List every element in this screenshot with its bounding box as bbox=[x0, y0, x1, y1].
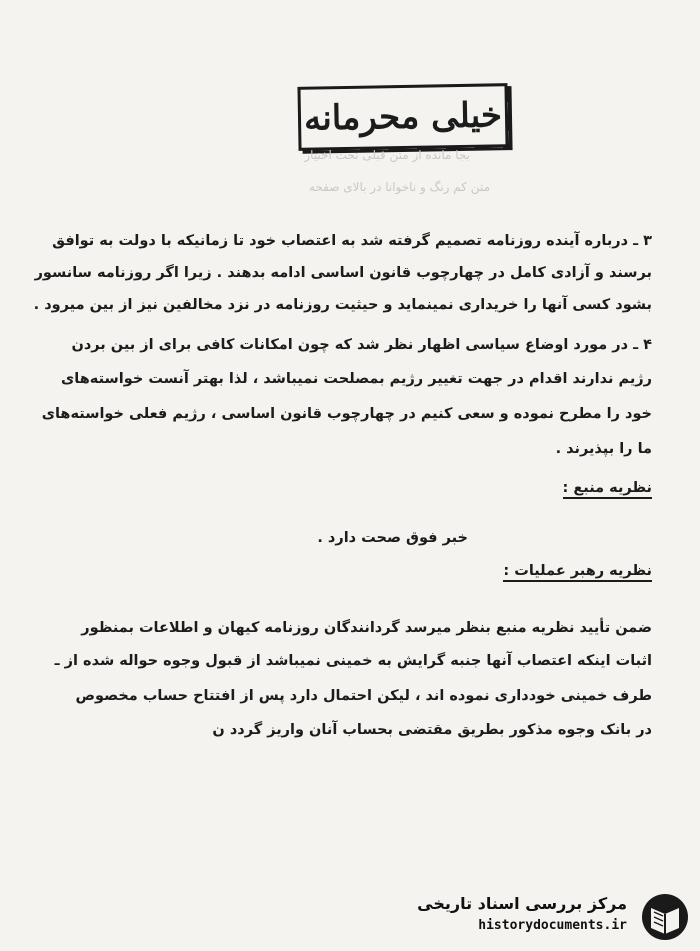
archive-url: historydocuments.ir bbox=[478, 918, 627, 933]
faded-text-line: بجا مانده از متن قبلی تحت اختیار bbox=[304, 148, 470, 162]
source-text: خبر فوق صحت دارد . bbox=[317, 530, 468, 546]
paragraph-3-line: برسند و آزادی کامل در چهارچوب قانون اساسی ادامه بدهند . زیرا اگر روزنامه سانسور bbox=[34, 265, 652, 281]
ops-paragraph-line: در بانک وجوه مذکور بطریق مقتضی بحساب آنان واریز گردد ن bbox=[212, 722, 652, 738]
book-emblem-icon bbox=[639, 892, 691, 942]
archive-name: مرکز بررسی اسناد تاریخی bbox=[417, 894, 627, 913]
paragraph-3-line: ۳ ـ درباره آینده روزنامه تصمیم گرفته شد به اعتصاب خود تا زمانیکه با دولت به توافق bbox=[52, 233, 652, 249]
faded-text-line: متن کم رنگ و ناخوانا در بالای صفحه bbox=[308, 180, 490, 194]
ops-paragraph-line: اثبات اینکه اعتصاب آنها جنبه گرایش به خمینی نمیباشد از قبول وجوه حواله شده از ـ bbox=[54, 653, 652, 669]
paragraph-3-line: بشود کسی آنها را خریداری نمینماید و حیثیت روزنامه در نزد مخالفین نیز از بین میرود . bbox=[33, 297, 652, 313]
classification-stamp bbox=[297, 83, 508, 151]
ops-heading-text: نظریه رهبر عملیات : bbox=[503, 563, 652, 582]
paragraph-4-line: ما را بپذیرند . bbox=[555, 441, 652, 457]
paragraph-4-line: ۴ ـ در مورد اوضاع سیاسی اظهار نظر شد که چون امکانات کافی برای از بین بردن bbox=[71, 337, 652, 353]
source-heading-text: نظریه منبع : bbox=[563, 480, 652, 499]
paragraph-4-line: خود را مطرح نموده و سعی کنیم در چهارچوب قانون اساسی ، رژیم فعلی خواسته‌های bbox=[41, 406, 652, 422]
archive-watermark bbox=[405, 888, 695, 946]
ops-heading bbox=[503, 563, 652, 579]
ops-paragraph-line: ضمن تأیید نظریه منبع بنظر میرسد گردانندگان روزنامه کیهان و اطلاعات بمنظور bbox=[81, 620, 652, 636]
source-heading bbox=[563, 480, 652, 496]
stamp-text: خیلی محرمانه bbox=[303, 95, 503, 139]
paragraph-4-line: رژیم ندارند اقدام در جهت تغییر رژیم بمصلحت نمیباشد ، لذا بهتر آنست خواسته‌های bbox=[61, 371, 652, 387]
ops-paragraph-line: طرف خمینی خودداری نموده اند ، لیکن احتمال دارد پس از افتتاح حساب مخصوص bbox=[75, 688, 652, 704]
